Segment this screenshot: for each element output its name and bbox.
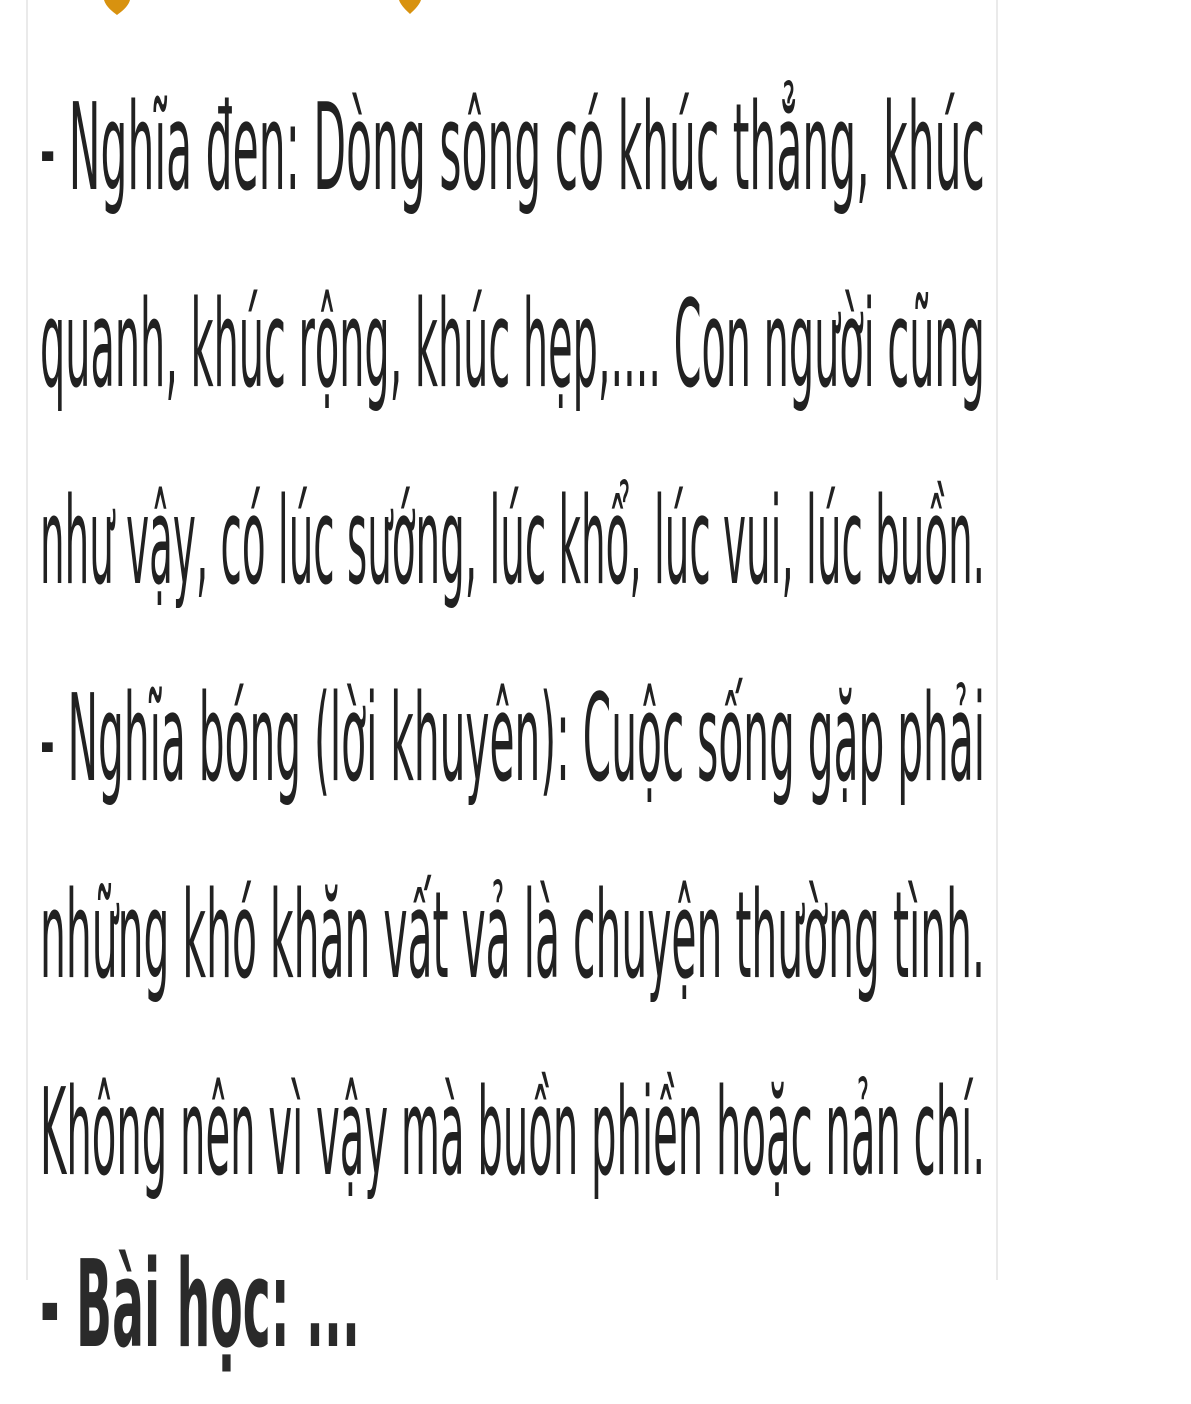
- clipped-bold-line: - Bài học: ...: [40, 1236, 360, 1375]
- card-left-border: [26, 0, 28, 1280]
- orange-teardrop-icon: [398, 0, 422, 15]
- text-line: quanh, khúc rộng, khúc hẹp,.... Con người cũng: [40, 276, 985, 415]
- text-line: Không nên vì vậy mà buồn phiền hoặc nản chí.: [40, 1064, 986, 1203]
- text-line: - Nghĩa bóng (lời khuyên): Cuộc sống gặp phải: [40, 670, 986, 809]
- document-text: [40, 50, 985, 1232]
- card-right-border: [996, 0, 998, 1280]
- text-line: - Nghĩa đen: Dòng sông có khúc thẳng, khúc: [40, 79, 985, 218]
- text-line: như vậy, có lúc sướng, lúc khổ, lúc vui, lúc buồn.: [40, 473, 986, 612]
- orange-teardrop-icon: [103, 0, 131, 16]
- text-line: những khó khăn vất vả là chuyện thường tình.: [40, 867, 986, 1006]
